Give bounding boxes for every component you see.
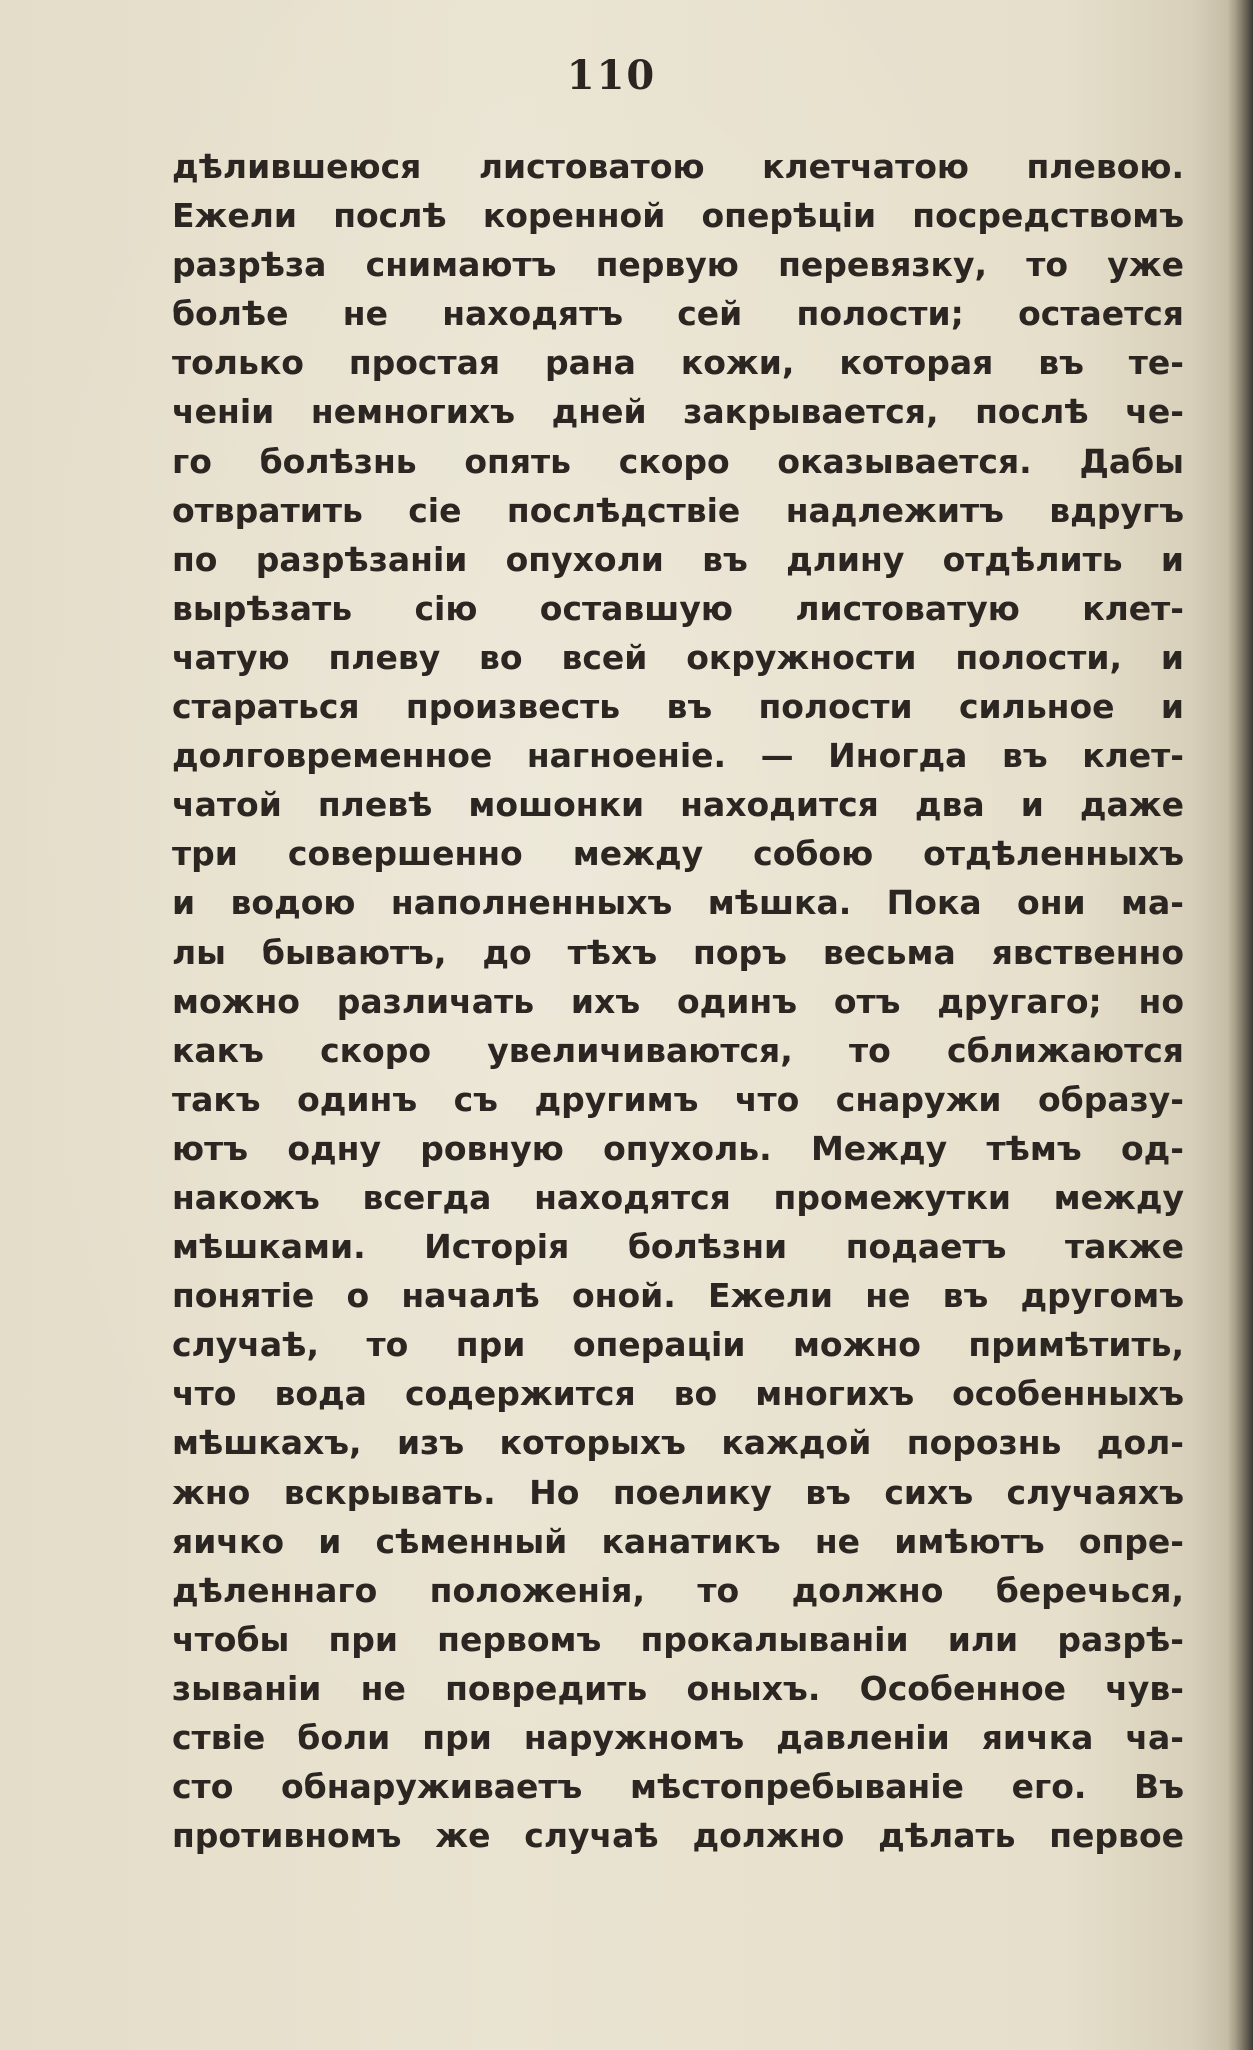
text-line: что вода содержится во многихъ особенныхъ [172, 1374, 1184, 1414]
text-line: три совершенно между собою отдѣленныхъ [172, 834, 1184, 874]
text-line: по разрѣзаніи опухоли въ длину отдѣлить и [172, 539, 1184, 579]
text-line: понятіе о началѣ оной. Ежели не въ другомъ [172, 1276, 1184, 1316]
text-line: стараться произвесть въ полости сильное и [172, 687, 1184, 727]
text-line: отвратить сіе послѣдствіе надлежитъ вдругъ [172, 490, 1184, 530]
text-line: жно вскрывать. Но поелику въ сихъ случаяхъ [172, 1472, 1184, 1512]
text-line: дѣленнаго положенія, то должно беречься, [172, 1570, 1184, 1610]
text-line: ченіи немногихъ дней закрывается, послѣ че- [172, 392, 1184, 432]
text-line: долговременное нагноеніе. — Иногда въ клет- [172, 736, 1184, 776]
text-line: вырѣзать сію оставшую листоватую клет- [172, 588, 1184, 628]
text-line: яичко и сѣменный канатикъ не имѣютъ опре- [172, 1521, 1184, 1561]
text-line: только простая рана кожи, которая въ те- [172, 343, 1184, 383]
body-text [172, 142, 1184, 1860]
text-line: чатой плевѣ мошонки находится два и даже [172, 785, 1184, 825]
text-line: случаѣ, то при операціи можно примѣтить, [172, 1325, 1184, 1365]
text-line: сто обнаруживаетъ мѣстопребываніе его. Въ [172, 1767, 1184, 1807]
text-line: зываніи не повредить оныхъ. Особенное чув- [172, 1668, 1184, 1708]
text-line: можно различать ихъ одинъ отъ другаго; но [172, 981, 1184, 1021]
text-line: мѣшкахъ, изъ которыхъ каждой порознь дол- [172, 1423, 1184, 1463]
text-line: чтобы при первомъ прокалываніи или разрѣ- [172, 1619, 1184, 1659]
text-line: Ежели послѣ коренной оперѣціи посредствомъ [172, 196, 1184, 236]
text-line: лы бываютъ, до тѣхъ поръ весьма явственно [172, 932, 1184, 972]
text-line: болѣе не находятъ сей полости; остается [172, 294, 1184, 334]
text-line: накожъ всегда находятся промежутки между [172, 1177, 1184, 1217]
text-line: противномъ же случаѣ должно дѣлать первое [172, 1816, 1184, 1856]
text-line: такъ одинъ съ другимъ что снаружи образу- [172, 1079, 1184, 1119]
text-line: го болѣзнь опять скоро оказывается. Дабы [172, 441, 1184, 481]
page-edge-shadow [1227, 0, 1253, 2050]
text-line: какъ скоро увеличиваются, то сближаются [172, 1030, 1184, 1070]
text-line: разрѣза снимаютъ первую перевязку, то уже [172, 245, 1184, 285]
text-line: мѣшками. Исторія болѣзни подаетъ также [172, 1227, 1184, 1267]
text-line: ютъ одну ровную опухоль. Между тѣмъ од- [172, 1128, 1184, 1168]
text-line: чатую плеву во всей окружности полости, и [172, 637, 1184, 677]
text-line: дѣлившеюся листоватою клетчатою плевою. [172, 147, 1184, 186]
text-line: ствіе боли при наружномъ давленіи яичка ча- [172, 1718, 1184, 1757]
page-number: 110 [566, 52, 657, 99]
text-line: и водою наполненныхъ мѣшка. Пока они ма- [172, 883, 1184, 923]
